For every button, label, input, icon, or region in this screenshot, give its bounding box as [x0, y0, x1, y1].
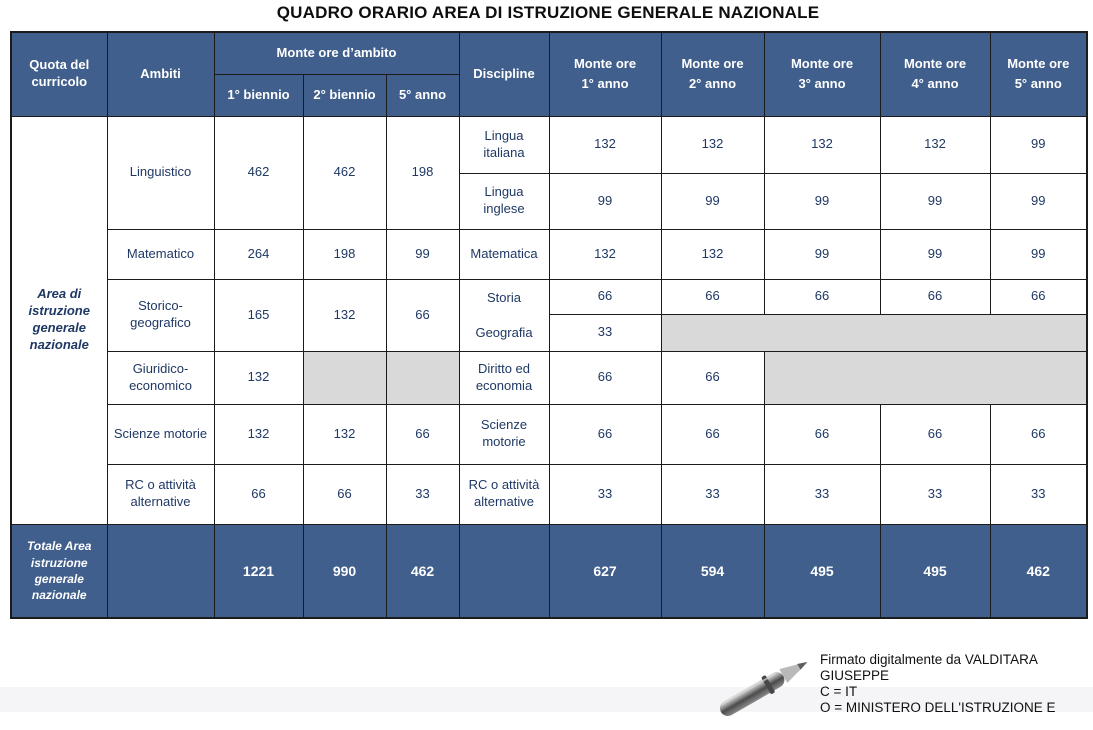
header-ambiti: Ambiti [107, 32, 214, 116]
signature-line-1: Firmato digitalmente da VALDITARA [820, 652, 1038, 667]
value-cell: 66 [661, 279, 764, 314]
ambito-linguistico-cell: Linguistico [107, 116, 214, 229]
header-line: 1° anno [581, 75, 629, 91]
value-cell: 132 [303, 279, 386, 351]
value-cell: 99 [661, 173, 764, 229]
header-line: Monte ore [903, 55, 967, 71]
table-row-storia [11, 279, 1087, 314]
ambito-storico-geografico-cell: Storico-geografico [107, 279, 214, 351]
header-biennio-1: 1° biennio [214, 74, 303, 116]
value-cell: 462 [214, 116, 303, 229]
value-cell: 99 [990, 116, 1087, 173]
total-value-cell: 627 [549, 524, 661, 618]
value-cell: 66 [661, 404, 764, 464]
value-cell: 198 [386, 116, 459, 229]
value-cell: 33 [386, 464, 459, 524]
value-cell: 66 [990, 279, 1087, 314]
header-monte-ore-anno-1 [549, 32, 661, 116]
value-cell: 66 [549, 404, 661, 464]
value-cell: 66 [549, 351, 661, 404]
value-cell: 66 [214, 464, 303, 524]
header-line: Monte ore [1007, 55, 1070, 71]
header-anno-5: 5° anno [386, 74, 459, 116]
header-row-1 [11, 32, 1087, 74]
total-value-cell: 495 [880, 524, 990, 618]
value-cell: 66 [880, 404, 990, 464]
value-cell: 66 [549, 279, 661, 314]
value-cell: 132 [303, 404, 386, 464]
header-line: Monte ore [790, 55, 854, 71]
ambito-scienze-motorie-cell: Scienze motorie [107, 404, 214, 464]
table-row-lingua-italiana [11, 116, 1087, 173]
page-title: QUADRO ORARIO AREA DI ISTRUZIONE GENERALE NAZIONALE [276, 3, 820, 22]
value-cell: 66 [661, 351, 764, 404]
value-cell: 462 [303, 116, 386, 229]
value-cell: 66 [764, 279, 880, 314]
header-quota-curricolo: Quota del curricolo [11, 32, 107, 116]
signature-line-4: O = MINISTERO DELL'ISTRUZIONE E [820, 700, 1056, 715]
value-cell: 132 [661, 229, 764, 279]
signature-line-3: C = IT [820, 684, 858, 699]
ambito-giuridico-economico-cell: Giuridico-economico [107, 351, 214, 404]
value-cell: 165 [214, 279, 303, 351]
value-cell: 66 [303, 464, 386, 524]
value-cell: 33 [990, 464, 1087, 524]
disciplina-storia-geografia-cell [459, 279, 549, 351]
value-cell: 66 [386, 404, 459, 464]
header-monte-ore-ambito: Monte ore d’ambito [214, 32, 459, 74]
value-cell: 99 [990, 173, 1087, 229]
total-empty-cell [459, 524, 549, 618]
table-row-rc [11, 464, 1087, 524]
value-cell: 99 [990, 229, 1087, 279]
disciplina-scienze-motorie-cell: Scienze motorie [459, 404, 549, 464]
header-monte-ore-anno-4 [880, 32, 990, 116]
header-line: Monte ore [573, 55, 637, 71]
value-cell: 99 [549, 173, 661, 229]
total-value-cell: 594 [661, 524, 764, 618]
value-cell: 99 [386, 229, 459, 279]
value-cell: 33 [661, 464, 764, 524]
value-cell: 33 [549, 314, 661, 351]
disciplina-storia-label: Storia [487, 290, 521, 305]
area-label-cell: Area di istruzione generale nazionale [11, 116, 107, 524]
value-cell: 66 [764, 404, 880, 464]
empty-grey-cell [661, 314, 1087, 351]
header-monte-ore-anno-3 [764, 32, 880, 116]
value-cell: 33 [764, 464, 880, 524]
value-cell: 66 [880, 279, 990, 314]
value-cell: 198 [303, 229, 386, 279]
empty-grey-cell [303, 351, 386, 404]
value-cell: 132 [214, 404, 303, 464]
disciplina-geografia-label: Geografia [475, 325, 533, 340]
table-row-matematica [11, 229, 1087, 279]
total-row [11, 524, 1087, 618]
pen-icon [710, 642, 822, 730]
table-row-diritto [11, 351, 1087, 404]
header-monte-ore-anno-2 [661, 32, 764, 116]
disciplina-lingua-italiana-cell: Lingua italiana [459, 116, 549, 173]
total-label-cell: Totale Area istruzione generale nazionale [11, 524, 107, 618]
ambito-matematico-cell: Matematico [107, 229, 214, 279]
header-discipline: Discipline [459, 32, 549, 116]
value-cell: 33 [549, 464, 661, 524]
value-cell: 33 [880, 464, 990, 524]
value-cell: 132 [214, 351, 303, 404]
value-cell: 132 [661, 116, 764, 173]
value-cell: 132 [764, 116, 880, 173]
value-cell: 132 [880, 116, 990, 173]
disciplina-rc-cell: RC o attività alternative [459, 464, 549, 524]
value-cell: 99 [764, 229, 880, 279]
total-value-cell: 462 [386, 524, 459, 618]
header-line: 2° anno [688, 75, 737, 91]
empty-grey-cell [764, 351, 1087, 404]
signature-text [820, 652, 1056, 716]
disciplina-lingua-inglese-cell: Lingua inglese [459, 173, 549, 229]
header-line: 3° anno [798, 75, 846, 91]
header-monte-ore-anno-5 [990, 32, 1087, 116]
value-cell: 264 [214, 229, 303, 279]
quadro-orario-table [10, 31, 1088, 619]
total-value-cell: 990 [303, 524, 386, 618]
signature-line-2: GIUSEPPE [820, 668, 890, 683]
value-cell: 132 [549, 229, 661, 279]
total-value-cell: 462 [990, 524, 1087, 618]
value-cell: 66 [990, 404, 1087, 464]
table-row-scienze-motorie [11, 404, 1087, 464]
total-empty-cell [107, 524, 214, 618]
empty-grey-cell [386, 351, 459, 404]
value-cell: 66 [386, 279, 459, 351]
value-cell: 99 [880, 229, 990, 279]
total-value-cell: 495 [764, 524, 880, 618]
value-cell: 132 [549, 116, 661, 173]
disciplina-diritto-cell: Diritto ed economia [459, 351, 549, 404]
disciplina-matematica-cell: Matematica [459, 229, 549, 279]
header-biennio-2: 2° biennio [303, 74, 386, 116]
header-line: 4° anno [911, 75, 959, 91]
header-line: Monte ore [681, 55, 744, 71]
value-cell: 99 [880, 173, 990, 229]
value-cell: 99 [764, 173, 880, 229]
total-value-cell: 1221 [214, 524, 303, 618]
header-line: 5° anno [1014, 75, 1062, 91]
ambito-rc-cell: RC o attività alternative [107, 464, 214, 524]
